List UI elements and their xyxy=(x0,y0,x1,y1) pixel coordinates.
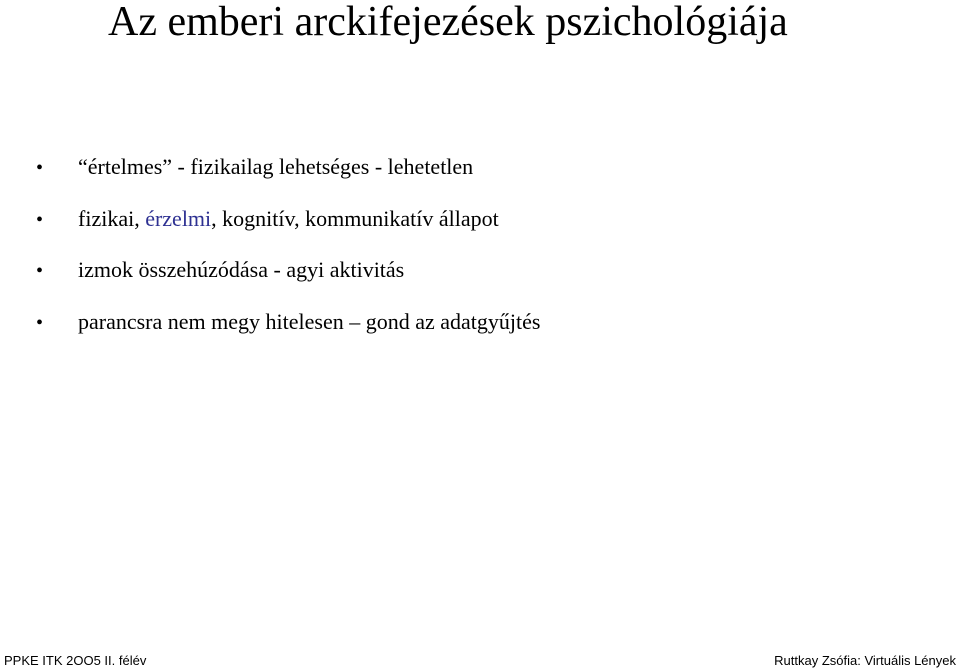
bullet-dot: • xyxy=(36,157,44,179)
bullet-dot: • xyxy=(36,311,44,334)
bullet-item xyxy=(36,201,540,253)
bullet-text xyxy=(78,201,499,237)
slide-title: Az emberi arckifejezések pszichológiája xyxy=(108,0,788,45)
bullet-list xyxy=(36,149,540,355)
bullet-dot: • xyxy=(36,260,44,282)
bullet-text-before: fizikai, xyxy=(78,205,146,231)
slide-footer xyxy=(0,650,960,671)
bullet-text-highlight: érzelmi xyxy=(145,205,212,231)
bullet-item xyxy=(36,304,540,356)
footer-course-label: PPKE ITK 2OO5 II. félév xyxy=(4,653,147,668)
bullet-item xyxy=(36,149,540,201)
bullet-dot: • xyxy=(36,208,44,231)
bullet-text: izmok összehúzódása - agyi aktivitás xyxy=(78,257,405,282)
bullet-text: “értelmes” - fizikailag lehetséges - lehetetlen xyxy=(78,154,474,179)
bullet-text-after: , kognitív, kommunikatív állapot xyxy=(211,205,499,231)
bullet-item xyxy=(36,252,540,304)
footer-author-label: Ruttkay Zsófia: Virtuális Lények xyxy=(774,653,956,668)
bullet-text: parancsra nem megy hitelesen – gond az adatgyűjtés xyxy=(78,308,541,334)
